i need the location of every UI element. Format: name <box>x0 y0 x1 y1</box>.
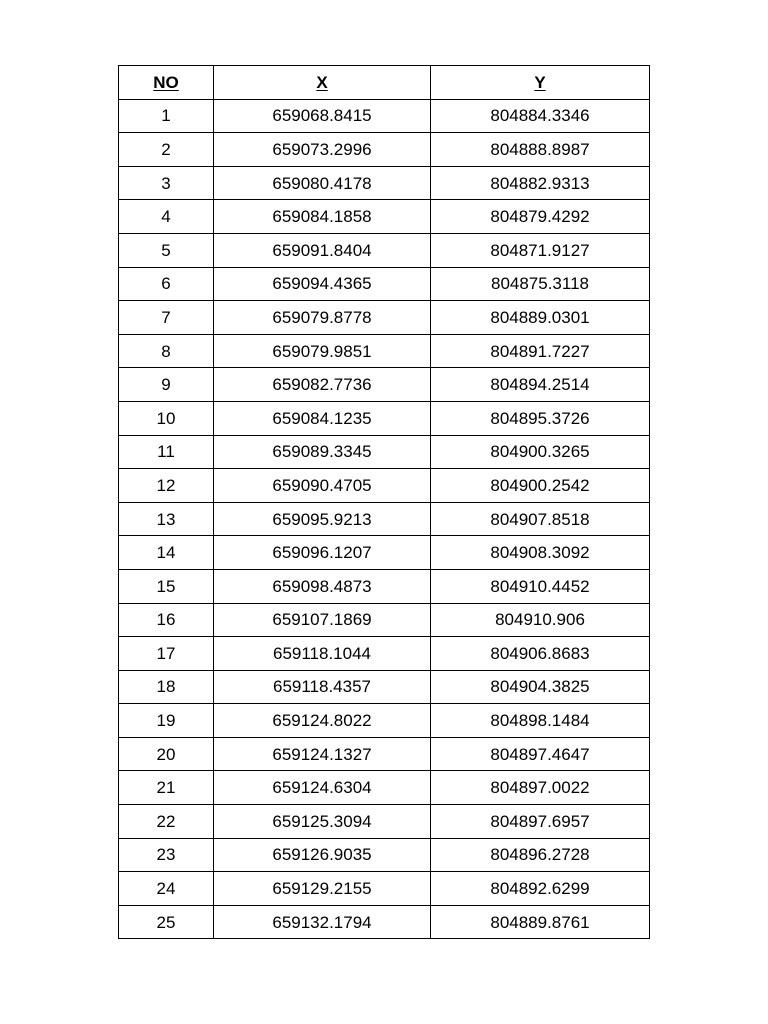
cell-no: 13 <box>119 502 214 536</box>
cell-y: 804896.2728 <box>431 838 650 872</box>
cell-x: 659091.8404 <box>214 233 431 267</box>
header-x <box>214 66 431 100</box>
table-row <box>119 301 650 335</box>
cell-x: 659084.1235 <box>214 401 431 435</box>
cell-no: 3 <box>119 166 214 200</box>
cell-x: 659082.7736 <box>214 368 431 402</box>
cell-y: 804910.906 <box>431 603 650 637</box>
cell-y: 804891.7227 <box>431 334 650 368</box>
cell-x: 659094.4365 <box>214 267 431 301</box>
cell-no: 19 <box>119 704 214 738</box>
cell-x: 659068.8415 <box>214 99 431 133</box>
table-row <box>119 233 650 267</box>
table-row <box>119 569 650 603</box>
cell-no: 24 <box>119 872 214 906</box>
cell-no: 25 <box>119 905 214 939</box>
table-row <box>119 200 650 234</box>
cell-x: 659090.4705 <box>214 469 431 503</box>
cell-y: 804897.0022 <box>431 771 650 805</box>
cell-no: 14 <box>119 536 214 570</box>
cell-y: 804889.0301 <box>431 301 650 335</box>
cell-y: 804900.3265 <box>431 435 650 469</box>
cell-no: 22 <box>119 805 214 839</box>
table-row <box>119 737 650 771</box>
cell-x: 659124.8022 <box>214 704 431 738</box>
cell-x: 659098.4873 <box>214 569 431 603</box>
table-row <box>119 368 650 402</box>
header-x-label: X <box>316 72 328 92</box>
cell-no: 8 <box>119 334 214 368</box>
cell-no: 18 <box>119 670 214 704</box>
table-row <box>119 771 650 805</box>
cell-no: 20 <box>119 737 214 771</box>
cell-no: 1 <box>119 99 214 133</box>
cell-y: 804879.4292 <box>431 200 650 234</box>
cell-x: 659132.1794 <box>214 905 431 939</box>
table-row <box>119 603 650 637</box>
header-y-label: Y <box>534 72 546 92</box>
cell-y: 804882.9313 <box>431 166 650 200</box>
cell-y: 804871.9127 <box>431 233 650 267</box>
header-no <box>119 66 214 100</box>
table-row <box>119 872 650 906</box>
cell-no: 23 <box>119 838 214 872</box>
cell-y: 804884.3346 <box>431 99 650 133</box>
header-row <box>119 66 650 100</box>
cell-y: 804900.2542 <box>431 469 650 503</box>
header-no-label: NO <box>153 72 179 92</box>
table-row <box>119 838 650 872</box>
table-body <box>119 99 650 939</box>
cell-no: 16 <box>119 603 214 637</box>
cell-x: 659095.9213 <box>214 502 431 536</box>
cell-no: 4 <box>119 200 214 234</box>
table-row <box>119 536 650 570</box>
cell-y: 804906.8683 <box>431 637 650 671</box>
cell-no: 2 <box>119 133 214 167</box>
cell-y: 804907.8518 <box>431 502 650 536</box>
cell-y: 804889.8761 <box>431 905 650 939</box>
table-row <box>119 133 650 167</box>
table-row <box>119 704 650 738</box>
cell-x: 659084.1858 <box>214 200 431 234</box>
cell-no: 10 <box>119 401 214 435</box>
cell-x: 659126.9035 <box>214 838 431 872</box>
cell-x: 659079.8778 <box>214 301 431 335</box>
cell-y: 804895.3726 <box>431 401 650 435</box>
table-row <box>119 905 650 939</box>
table-row <box>119 469 650 503</box>
cell-no: 21 <box>119 771 214 805</box>
cell-x: 659118.1044 <box>214 637 431 671</box>
cell-x: 659096.1207 <box>214 536 431 570</box>
cell-x: 659125.3094 <box>214 805 431 839</box>
cell-x: 659129.2155 <box>214 872 431 906</box>
cell-no: 6 <box>119 267 214 301</box>
cell-y: 804892.6299 <box>431 872 650 906</box>
table-row <box>119 805 650 839</box>
table-row <box>119 99 650 133</box>
cell-no: 7 <box>119 301 214 335</box>
table-row <box>119 670 650 704</box>
cell-x: 659124.6304 <box>214 771 431 805</box>
cell-x: 659079.9851 <box>214 334 431 368</box>
cell-y: 804875.3118 <box>431 267 650 301</box>
cell-no: 12 <box>119 469 214 503</box>
table-row <box>119 267 650 301</box>
cell-x: 659124.1327 <box>214 737 431 771</box>
cell-no: 15 <box>119 569 214 603</box>
cell-x: 659089.3345 <box>214 435 431 469</box>
cell-y: 804904.3825 <box>431 670 650 704</box>
cell-x: 659073.2996 <box>214 133 431 167</box>
table-row <box>119 637 650 671</box>
cell-y: 804897.6957 <box>431 805 650 839</box>
cell-y: 804894.2514 <box>431 368 650 402</box>
cell-y: 804910.4452 <box>431 569 650 603</box>
cell-no: 17 <box>119 637 214 671</box>
table-row <box>119 334 650 368</box>
cell-no: 9 <box>119 368 214 402</box>
coordinates-table <box>118 65 650 939</box>
cell-y: 804908.3092 <box>431 536 650 570</box>
cell-y: 804897.4647 <box>431 737 650 771</box>
table-row <box>119 502 650 536</box>
cell-no: 5 <box>119 233 214 267</box>
cell-x: 659118.4357 <box>214 670 431 704</box>
table-row <box>119 401 650 435</box>
table-row <box>119 166 650 200</box>
table-row <box>119 435 650 469</box>
cell-no: 11 <box>119 435 214 469</box>
cell-x: 659107.1869 <box>214 603 431 637</box>
header-y <box>431 66 650 100</box>
cell-y: 804898.1484 <box>431 704 650 738</box>
cell-x: 659080.4178 <box>214 166 431 200</box>
cell-y: 804888.8987 <box>431 133 650 167</box>
